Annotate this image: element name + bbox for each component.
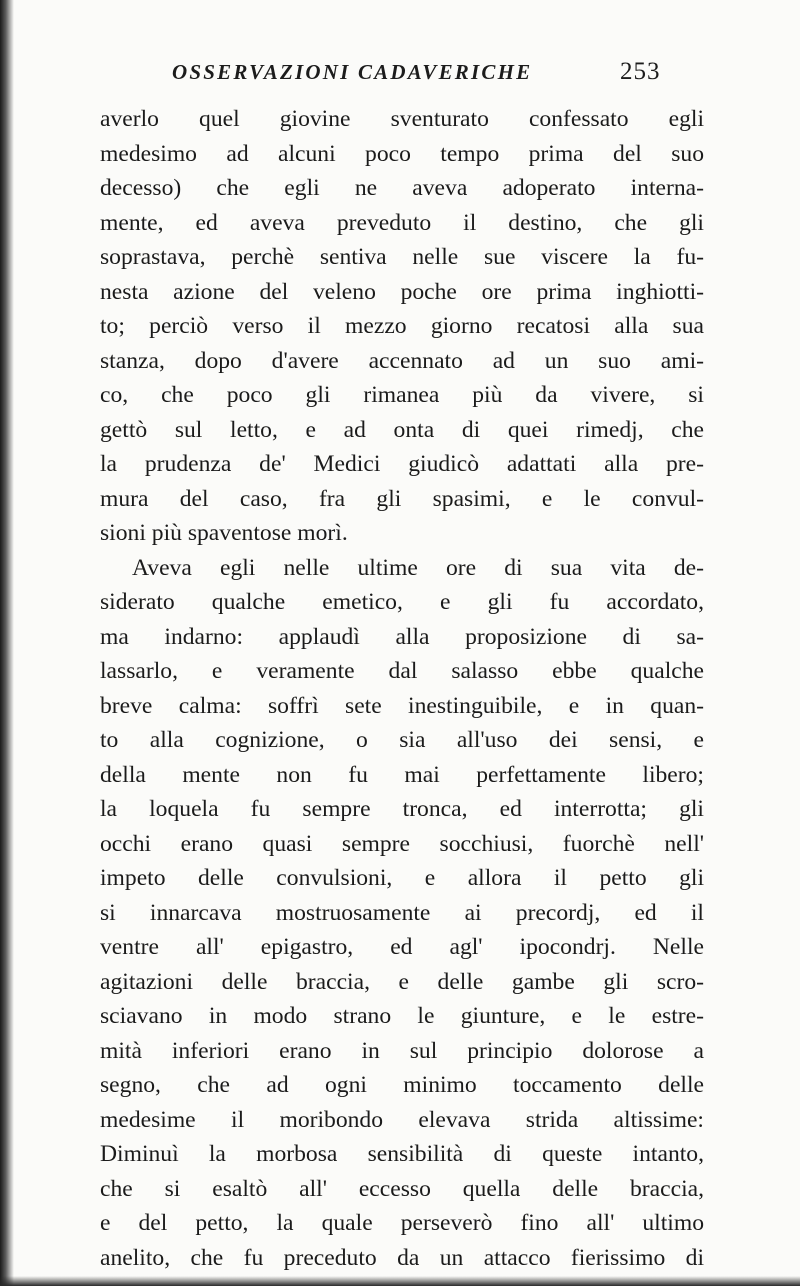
text-line: nesta azione del veleno poche ore prima inghiotti-: [100, 278, 704, 305]
page-number: 253: [620, 58, 661, 85]
text-line: stanza, dopo d'avere accennato ad un suo ami-: [100, 347, 704, 374]
text-line: ma indarno: applaudì alla proposizione di sa-: [100, 623, 704, 650]
text-line: breve calma: soffrì sete inestinguibile, e in quan-: [100, 692, 704, 719]
text-line: medesime il moribondo elevava strida altissime:: [100, 1106, 704, 1133]
text-line: segno, che ad ogni minimo toccamento delle: [100, 1072, 704, 1098]
text-line: medesimo ad alcuni poco tempo prima del suo: [100, 140, 704, 167]
text-line: mura del caso, fra gli spasimi, e le convul-: [100, 485, 704, 512]
page-bottom-edge: [0, 1276, 800, 1286]
running-title: OSSERVAZIONI CADAVERICHE: [172, 60, 533, 84]
text-line: co, che poco gli rimanea più da vivere, si: [100, 382, 704, 408]
text-line: soprastava, perchè sentiva nelle sue viscere la fu-: [100, 244, 704, 270]
text-line: la prudenza de' Medici giudicò adattati alla pre-: [100, 451, 704, 477]
text-line: to alla cognizione, o sia all'uso dei sensi, e: [100, 727, 704, 753]
text-line: e del petto, la quale perseverò fino all' ultimo: [100, 1210, 704, 1236]
paragraph-last-line: sioni più spaventose morì.: [100, 520, 348, 546]
text-line: anelito, che fu preceduto da un attacco fierissimo di: [100, 1244, 704, 1271]
running-head: [100, 60, 700, 90]
text-line: siderato qualche emetico, e gli fu accordato,: [100, 589, 704, 615]
text-line: si innarcava mostruosamente ai precordj, ed il: [100, 899, 704, 926]
text-line: occhi erano quasi sempre socchiusi, fuorchè nell': [100, 830, 704, 857]
paragraph-first-line: Aveva egli nelle ultime ore di sua vita de-: [132, 554, 704, 581]
text-line: ventre all' epigastro, ed agl' ipocondrj. Nelle: [100, 934, 704, 960]
text-line: averlo quel giovine sventurato confessato egli: [100, 106, 704, 132]
body-text: [100, 102, 704, 1275]
text-line: della mente non fu mai perfettamente libero;: [100, 761, 704, 788]
text-line: mente, ed aveva preveduto il destino, che gli: [100, 209, 704, 236]
text-line: impeto delle convulsioni, e allora il petto gli: [100, 865, 704, 891]
text-line: che si esaltò all' eccesso quella delle braccia,: [100, 1175, 704, 1202]
text-line: gettò sul letto, e ad onta di quei rimedj, che: [100, 416, 704, 443]
text-line: Diminuì la morbosa sensibilità di queste intanto,: [100, 1141, 704, 1167]
text-line: mità inferiori erano in sul principio dolorose a: [100, 1037, 704, 1064]
text-line: sciavano in modo strano le giunture, e le estre-: [100, 1003, 704, 1029]
text-line: to; perciò verso il mezzo giorno recatosi alla sua: [100, 313, 704, 339]
text-line: la loquela fu sempre tronca, ed interrotta; gli: [100, 796, 704, 822]
text-line: decesso) che egli ne aveva adoperato interna-: [100, 175, 704, 201]
text-line: agitazioni delle braccia, e delle gambe gli scro-: [100, 968, 704, 995]
page-gutter-shadow: [0, 0, 14, 1286]
text-line: lassarlo, e veramente dal salasso ebbe qualche: [100, 658, 704, 684]
